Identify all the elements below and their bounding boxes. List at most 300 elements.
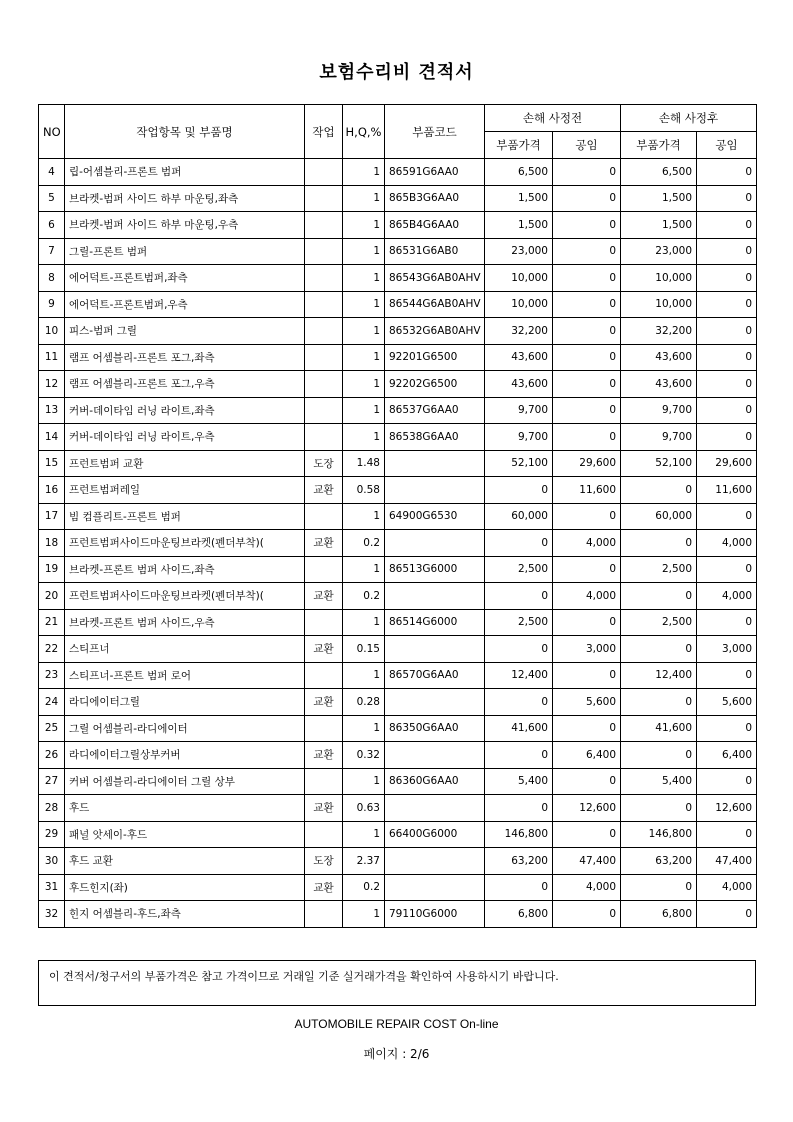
table-row xyxy=(39,848,757,875)
row-after-part-price: 0 xyxy=(621,689,697,716)
row-after-part-price: 52,100 xyxy=(621,450,697,477)
row-before-labor: 0 xyxy=(553,609,621,636)
row-before-labor: 47,400 xyxy=(553,848,621,875)
row-hq: 1 xyxy=(343,556,385,583)
table-row xyxy=(39,344,757,371)
row-before-labor: 0 xyxy=(553,503,621,530)
table-row xyxy=(39,371,757,398)
table-row xyxy=(39,530,757,557)
row-before-labor: 12,600 xyxy=(553,795,621,822)
row-after-part-price: 2,500 xyxy=(621,556,697,583)
row-work-type: 교환 xyxy=(305,477,343,504)
row-part-code: 86570G6AA0 xyxy=(385,662,485,689)
row-after-part-price: 43,600 xyxy=(621,371,697,398)
row-work-type xyxy=(305,715,343,742)
row-after-part-price: 1,500 xyxy=(621,212,697,239)
row-before-labor: 0 xyxy=(553,768,621,795)
row-before-part-price: 6,500 xyxy=(485,159,553,186)
table-row xyxy=(39,212,757,239)
header-after-part-price: 부품가격 xyxy=(621,132,697,159)
row-hq: 1 xyxy=(343,371,385,398)
table-row xyxy=(39,424,757,451)
row-before-labor: 4,000 xyxy=(553,530,621,557)
row-before-labor: 0 xyxy=(553,212,621,239)
row-before-part-price: 2,500 xyxy=(485,556,553,583)
row-part-code: 86360G6AA0 xyxy=(385,768,485,795)
row-before-part-price: 41,600 xyxy=(485,715,553,742)
row-hq: 1 xyxy=(343,212,385,239)
row-hq: 2.37 xyxy=(343,848,385,875)
row-hq: 1 xyxy=(343,397,385,424)
row-after-labor: 4,000 xyxy=(697,874,757,901)
row-after-part-price: 12,400 xyxy=(621,662,697,689)
row-hq: 1 xyxy=(343,424,385,451)
row-after-part-price: 0 xyxy=(621,636,697,663)
row-after-part-price: 10,000 xyxy=(621,291,697,318)
row-work-type: 도장 xyxy=(305,450,343,477)
row-after-labor: 0 xyxy=(697,344,757,371)
row-before-part-price: 52,100 xyxy=(485,450,553,477)
row-hq: 1 xyxy=(343,185,385,212)
row-after-labor: 11,600 xyxy=(697,477,757,504)
row-after-part-price: 43,600 xyxy=(621,344,697,371)
table-row xyxy=(39,397,757,424)
row-after-part-price: 6,500 xyxy=(621,159,697,186)
row-no: 18 xyxy=(39,530,65,557)
row-after-part-price: 1,500 xyxy=(621,185,697,212)
row-before-part-price: 5,400 xyxy=(485,768,553,795)
row-after-labor: 29,600 xyxy=(697,450,757,477)
row-no: 21 xyxy=(39,609,65,636)
row-after-part-price: 0 xyxy=(621,795,697,822)
row-after-labor: 0 xyxy=(697,291,757,318)
table-row xyxy=(39,636,757,663)
row-item-name: 에어덕트-프론트범퍼,좌측 xyxy=(65,265,305,292)
row-work-type xyxy=(305,901,343,928)
row-after-labor: 0 xyxy=(697,397,757,424)
row-hq: 1.48 xyxy=(343,450,385,477)
row-hq: 1 xyxy=(343,662,385,689)
table-row xyxy=(39,901,757,928)
row-after-part-price: 2,500 xyxy=(621,609,697,636)
row-no: 29 xyxy=(39,821,65,848)
row-after-labor: 0 xyxy=(697,212,757,239)
row-work-type: 교환 xyxy=(305,742,343,769)
row-before-part-price: 0 xyxy=(485,583,553,610)
row-before-part-price: 6,800 xyxy=(485,901,553,928)
row-part-code: 92202G6500 xyxy=(385,371,485,398)
row-before-labor: 0 xyxy=(553,424,621,451)
row-item-name: 라디에이터그릴상부커버 xyxy=(65,742,305,769)
row-work-type xyxy=(305,212,343,239)
row-no: 6 xyxy=(39,212,65,239)
row-part-code: 86543G6AB0AHV xyxy=(385,265,485,292)
row-before-labor: 0 xyxy=(553,291,621,318)
row-no: 24 xyxy=(39,689,65,716)
row-item-name: 커버 어셈블리-라디에이터 그릴 상부 xyxy=(65,768,305,795)
header-no: NO xyxy=(39,105,65,159)
row-part-code xyxy=(385,874,485,901)
row-before-part-price: 0 xyxy=(485,689,553,716)
table-row xyxy=(39,318,757,345)
row-before-labor: 0 xyxy=(553,715,621,742)
row-hq: 1 xyxy=(343,238,385,265)
row-no: 8 xyxy=(39,265,65,292)
row-work-type: 교환 xyxy=(305,530,343,557)
row-part-code: 86350G6AA0 xyxy=(385,715,485,742)
row-part-code: 86538G6AA0 xyxy=(385,424,485,451)
row-hq: 1 xyxy=(343,318,385,345)
row-before-labor: 0 xyxy=(553,318,621,345)
row-work-type xyxy=(305,238,343,265)
table-row xyxy=(39,556,757,583)
row-hq: 0.28 xyxy=(343,689,385,716)
table-row xyxy=(39,583,757,610)
row-part-code: 86513G6000 xyxy=(385,556,485,583)
row-item-name: 빔 컴플리트-프론트 범퍼 xyxy=(65,503,305,530)
row-after-part-price: 6,800 xyxy=(621,901,697,928)
row-no: 14 xyxy=(39,424,65,451)
row-no: 25 xyxy=(39,715,65,742)
row-no: 7 xyxy=(39,238,65,265)
row-item-name: 브라켓-범퍼 사이드 하부 마운팅,우측 xyxy=(65,212,305,239)
row-item-name: 커버-데이타임 러닝 라이트,좌측 xyxy=(65,397,305,424)
row-work-type: 교환 xyxy=(305,636,343,663)
row-before-labor: 0 xyxy=(553,238,621,265)
row-hq: 0.58 xyxy=(343,477,385,504)
row-item-name: 후드 교환 xyxy=(65,848,305,875)
row-hq: 1 xyxy=(343,503,385,530)
row-no: 9 xyxy=(39,291,65,318)
row-no: 13 xyxy=(39,397,65,424)
row-part-code: 66400G6000 xyxy=(385,821,485,848)
row-work-type xyxy=(305,662,343,689)
row-no: 26 xyxy=(39,742,65,769)
row-after-labor: 0 xyxy=(697,424,757,451)
table-row xyxy=(39,185,757,212)
row-hq: 1 xyxy=(343,291,385,318)
row-before-part-price: 9,700 xyxy=(485,397,553,424)
row-work-type xyxy=(305,768,343,795)
row-part-code: 92201G6500 xyxy=(385,344,485,371)
row-before-labor: 3,000 xyxy=(553,636,621,663)
service-name: AUTOMOBILE REPAIR COST On-line xyxy=(294,1017,499,1031)
header-hq: H,Q,% xyxy=(343,105,385,159)
row-no: 19 xyxy=(39,556,65,583)
row-before-labor: 4,000 xyxy=(553,583,621,610)
table-row xyxy=(39,450,757,477)
row-item-name: 프런트범퍼 교환 xyxy=(65,450,305,477)
row-no: 32 xyxy=(39,901,65,928)
row-before-labor: 11,600 xyxy=(553,477,621,504)
row-item-name: 에어덕트-프론트범퍼,우측 xyxy=(65,291,305,318)
row-item-name: 라디에이터그릴 xyxy=(65,689,305,716)
row-before-labor: 0 xyxy=(553,397,621,424)
row-after-part-price: 0 xyxy=(621,874,697,901)
row-before-part-price: 23,000 xyxy=(485,238,553,265)
row-part-code: 865B3G6AA0 xyxy=(385,185,485,212)
table-row xyxy=(39,238,757,265)
row-work-type: 도장 xyxy=(305,848,343,875)
row-after-part-price: 0 xyxy=(621,583,697,610)
row-part-code xyxy=(385,636,485,663)
row-after-part-price: 60,000 xyxy=(621,503,697,530)
row-work-type: 교환 xyxy=(305,583,343,610)
table-row xyxy=(39,291,757,318)
row-work-type xyxy=(305,318,343,345)
row-hq: 1 xyxy=(343,768,385,795)
row-before-part-price: 0 xyxy=(485,742,553,769)
row-before-labor: 0 xyxy=(553,901,621,928)
table-row xyxy=(39,821,757,848)
row-item-name: 스티프너-프론트 범퍼 로어 xyxy=(65,662,305,689)
header-before-part-price: 부품가격 xyxy=(485,132,553,159)
row-before-labor: 0 xyxy=(553,371,621,398)
row-work-type: 교환 xyxy=(305,689,343,716)
row-after-part-price: 146,800 xyxy=(621,821,697,848)
row-before-part-price: 0 xyxy=(485,874,553,901)
row-no: 22 xyxy=(39,636,65,663)
row-no: 27 xyxy=(39,768,65,795)
row-work-type: 교환 xyxy=(305,874,343,901)
row-after-labor: 0 xyxy=(697,609,757,636)
row-after-part-price: 9,700 xyxy=(621,424,697,451)
row-work-type xyxy=(305,185,343,212)
row-work-type xyxy=(305,503,343,530)
header-after-labor: 공임 xyxy=(697,132,757,159)
row-work-type xyxy=(305,821,343,848)
row-after-labor: 0 xyxy=(697,556,757,583)
table-row xyxy=(39,874,757,901)
table-row xyxy=(39,159,757,186)
row-after-part-price: 5,400 xyxy=(621,768,697,795)
header-before-labor: 공임 xyxy=(553,132,621,159)
row-item-name: 후드힌지(좌) xyxy=(65,874,305,901)
row-item-name: 브라켓-프론트 범퍼 사이드,좌측 xyxy=(65,556,305,583)
row-part-code xyxy=(385,848,485,875)
row-before-part-price: 0 xyxy=(485,530,553,557)
row-item-name: 그릴 어셈블리-라디에이터 xyxy=(65,715,305,742)
row-no: 4 xyxy=(39,159,65,186)
row-part-code: 86544G6AB0AHV xyxy=(385,291,485,318)
row-item-name: 브라켓-프론트 범퍼 사이드,우측 xyxy=(65,609,305,636)
row-work-type xyxy=(305,291,343,318)
row-hq: 1 xyxy=(343,901,385,928)
row-hq: 1 xyxy=(343,265,385,292)
row-no: 12 xyxy=(39,371,65,398)
row-hq: 0.32 xyxy=(343,742,385,769)
row-before-part-price: 2,500 xyxy=(485,609,553,636)
row-work-type xyxy=(305,371,343,398)
row-no: 20 xyxy=(39,583,65,610)
row-part-code xyxy=(385,795,485,822)
row-no: 31 xyxy=(39,874,65,901)
header-item: 작업항목 및 부품명 xyxy=(65,105,305,159)
row-work-type xyxy=(305,397,343,424)
row-no: 16 xyxy=(39,477,65,504)
table-row xyxy=(39,265,757,292)
row-item-name: 프런트범퍼레일 xyxy=(65,477,305,504)
row-hq: 0.2 xyxy=(343,530,385,557)
row-after-labor: 0 xyxy=(697,821,757,848)
row-hq: 0.15 xyxy=(343,636,385,663)
row-part-code xyxy=(385,689,485,716)
row-item-name: 프런트범퍼사이드마운팅브라켓(펜더부착)( xyxy=(65,583,305,610)
row-after-labor: 4,000 xyxy=(697,583,757,610)
row-hq: 1 xyxy=(343,609,385,636)
row-item-name: 후드 xyxy=(65,795,305,822)
row-after-labor: 6,400 xyxy=(697,742,757,769)
row-before-labor: 5,600 xyxy=(553,689,621,716)
row-before-part-price: 9,700 xyxy=(485,424,553,451)
row-item-name: 힌지 어셈블리-후드,좌측 xyxy=(65,901,305,928)
row-hq: 0.63 xyxy=(343,795,385,822)
row-after-part-price: 41,600 xyxy=(621,715,697,742)
table-row xyxy=(39,689,757,716)
row-hq: 1 xyxy=(343,821,385,848)
header-after: 손해 사정후 xyxy=(621,105,757,132)
row-part-code: 86591G6AA0 xyxy=(385,159,485,186)
row-no: 17 xyxy=(39,503,65,530)
row-work-type xyxy=(305,424,343,451)
page-title: 보험수리비 견적서 xyxy=(319,62,474,83)
row-after-part-price: 0 xyxy=(621,477,697,504)
row-before-part-price: 43,600 xyxy=(485,371,553,398)
row-no: 30 xyxy=(39,848,65,875)
table-row xyxy=(39,609,757,636)
row-hq: 1 xyxy=(343,344,385,371)
row-before-labor: 0 xyxy=(553,662,621,689)
row-part-code: 86532G6AB0AHV xyxy=(385,318,485,345)
row-after-part-price: 63,200 xyxy=(621,848,697,875)
row-no: 23 xyxy=(39,662,65,689)
table-row xyxy=(39,768,757,795)
row-part-code xyxy=(385,477,485,504)
row-part-code xyxy=(385,530,485,557)
row-item-name: 그릴-프론트 범퍼 xyxy=(65,238,305,265)
table-row xyxy=(39,715,757,742)
row-part-code xyxy=(385,742,485,769)
row-no: 10 xyxy=(39,318,65,345)
row-before-labor: 0 xyxy=(553,344,621,371)
row-after-labor: 0 xyxy=(697,901,757,928)
row-after-part-price: 9,700 xyxy=(621,397,697,424)
row-before-part-price: 1,500 xyxy=(485,212,553,239)
row-after-part-price: 23,000 xyxy=(621,238,697,265)
row-after-labor: 3,000 xyxy=(697,636,757,663)
row-part-code xyxy=(385,583,485,610)
row-after-part-price: 32,200 xyxy=(621,318,697,345)
row-after-labor: 0 xyxy=(697,238,757,265)
row-before-part-price: 63,200 xyxy=(485,848,553,875)
row-part-code: 64900G6530 xyxy=(385,503,485,530)
row-after-labor: 0 xyxy=(697,662,757,689)
row-work-type xyxy=(305,556,343,583)
row-item-name: 브라켓-범퍼 사이드 하부 마운팅,좌측 xyxy=(65,185,305,212)
notice-box: 이 견적서/청구서의 부품가격은 참고 가격이므로 거래일 기준 실거래가격을 확인하여 사용하시기 바랍니다. xyxy=(38,960,756,1006)
row-before-part-price: 12,400 xyxy=(485,662,553,689)
table-row xyxy=(39,477,757,504)
row-after-labor: 4,000 xyxy=(697,530,757,557)
row-after-labor: 0 xyxy=(697,265,757,292)
page-number: 페이지 : 2/6 xyxy=(363,1047,430,1061)
row-before-labor: 6,400 xyxy=(553,742,621,769)
row-before-labor: 0 xyxy=(553,556,621,583)
row-work-type xyxy=(305,159,343,186)
row-no: 11 xyxy=(39,344,65,371)
row-before-labor: 0 xyxy=(553,821,621,848)
row-item-name: 램프 어셈블리-프론트 포그,우측 xyxy=(65,371,305,398)
row-after-labor: 0 xyxy=(697,159,757,186)
row-before-labor: 29,600 xyxy=(553,450,621,477)
row-before-part-price: 32,200 xyxy=(485,318,553,345)
row-after-labor: 0 xyxy=(697,715,757,742)
table-row xyxy=(39,795,757,822)
table-row xyxy=(39,503,757,530)
row-item-name: 프런트범퍼사이드마운팅브라켓(펜더부착)( xyxy=(65,530,305,557)
row-work-type xyxy=(305,265,343,292)
row-after-labor: 0 xyxy=(697,185,757,212)
row-work-type: 교환 xyxy=(305,795,343,822)
row-item-name: 램프 어셈블리-프론트 포그,좌측 xyxy=(65,344,305,371)
row-before-part-price: 60,000 xyxy=(485,503,553,530)
row-hq: 0.2 xyxy=(343,583,385,610)
row-work-type xyxy=(305,609,343,636)
row-no: 15 xyxy=(39,450,65,477)
row-no: 28 xyxy=(39,795,65,822)
row-after-part-price: 10,000 xyxy=(621,265,697,292)
row-no: 5 xyxy=(39,185,65,212)
row-after-labor: 47,400 xyxy=(697,848,757,875)
row-before-part-price: 1,500 xyxy=(485,185,553,212)
row-hq: 1 xyxy=(343,715,385,742)
row-item-name: 커버-데이타임 러닝 라이트,우측 xyxy=(65,424,305,451)
row-hq: 0.2 xyxy=(343,874,385,901)
row-part-code xyxy=(385,450,485,477)
row-work-type xyxy=(305,344,343,371)
row-after-labor: 12,600 xyxy=(697,795,757,822)
row-after-part-price: 0 xyxy=(621,742,697,769)
row-part-code: 86514G6000 xyxy=(385,609,485,636)
row-after-labor: 0 xyxy=(697,503,757,530)
row-before-part-price: 0 xyxy=(485,477,553,504)
row-after-labor: 5,600 xyxy=(697,689,757,716)
row-before-part-price: 43,600 xyxy=(485,344,553,371)
row-after-labor: 0 xyxy=(697,371,757,398)
row-item-name: 립-어셈블리-프론트 범퍼 xyxy=(65,159,305,186)
row-hq: 1 xyxy=(343,159,385,186)
row-before-part-price: 0 xyxy=(485,636,553,663)
row-before-labor: 0 xyxy=(553,185,621,212)
header-code: 부품코드 xyxy=(385,105,485,159)
row-after-labor: 0 xyxy=(697,768,757,795)
estimate-table xyxy=(38,104,757,928)
row-after-part-price: 0 xyxy=(621,530,697,557)
row-part-code: 86531G6AB0 xyxy=(385,238,485,265)
row-part-code: 86537G6AA0 xyxy=(385,397,485,424)
row-part-code: 865B4G6AA0 xyxy=(385,212,485,239)
header-work: 작업 xyxy=(305,105,343,159)
header-before: 손해 사정전 xyxy=(485,105,621,132)
row-before-labor: 0 xyxy=(553,265,621,292)
row-before-labor: 4,000 xyxy=(553,874,621,901)
row-before-part-price: 10,000 xyxy=(485,265,553,292)
table-row xyxy=(39,742,757,769)
row-before-part-price: 146,800 xyxy=(485,821,553,848)
row-item-name: 스티프너 xyxy=(65,636,305,663)
row-after-labor: 0 xyxy=(697,318,757,345)
row-before-part-price: 10,000 xyxy=(485,291,553,318)
